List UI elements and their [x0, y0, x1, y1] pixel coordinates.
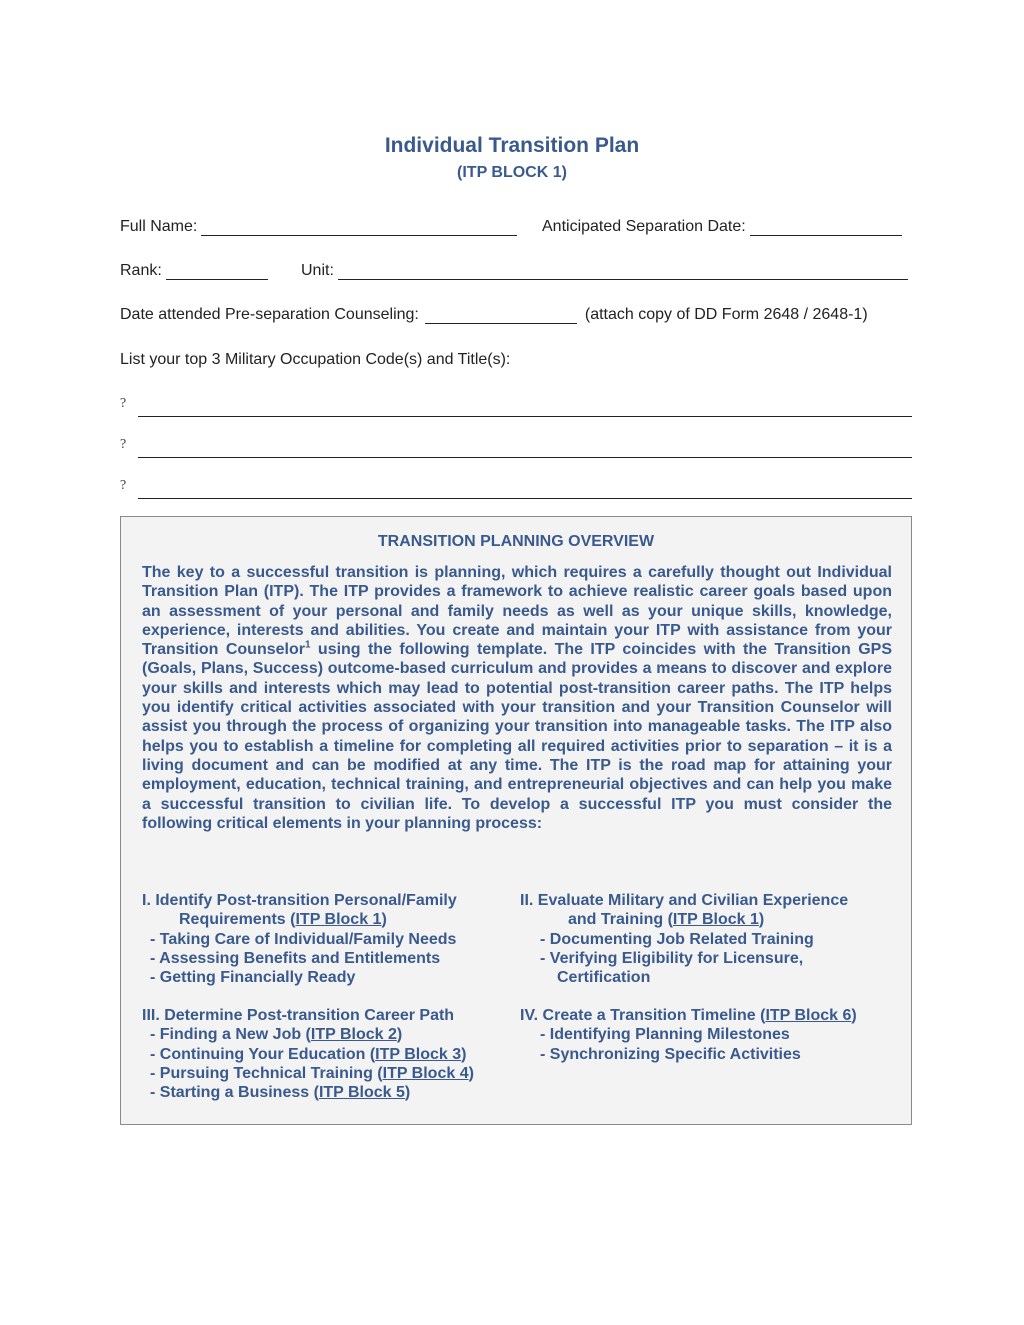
section-3-item-4-link[interactable]: ITP Block 5 [318, 1084, 405, 1102]
section-1 [142, 891, 457, 987]
section-3-item-1: - Finding a New Job (ITP Block 2) [150, 1026, 403, 1044]
section-3-item-1-text: - Finding a New Job [150, 1026, 302, 1044]
section-1-item-1: - Taking Care of Individual/Family Needs [150, 930, 457, 948]
moc-row [120, 351, 510, 369]
section-4-heading-text: IV. Create a Transition Timeline [520, 1007, 756, 1024]
section-3-item-2-text: - Continuing Your Education [150, 1045, 366, 1063]
section-3-item-4-text: - Starting a Business [150, 1084, 310, 1102]
unit-field[interactable] [338, 265, 908, 280]
counseling-note: (attach copy of DD Form 2648 / 2648-1) [584, 306, 868, 323]
section-1-block-link[interactable]: ITP Block 1 [295, 911, 382, 929]
section-3-item-4: - Starting a Business (ITP Block 5) [150, 1084, 411, 1102]
section-2-heading: II. Evaluate Military and Civilian Experience [520, 892, 849, 909]
section-3-item-3: - Pursuing Technical Training (ITP Block 4) [150, 1064, 474, 1082]
section-1-heading: I. Identify Post-transition Personal/Family [142, 892, 457, 909]
full-name-row [120, 218, 517, 236]
section-4-item-2: - Synchronizing Specific Activities [540, 1045, 801, 1063]
separation-date-row [542, 218, 902, 236]
page-title: Individual Transition Plan [384, 134, 640, 157]
section-2-heading-cont-text: and Training [568, 911, 664, 929]
moc-label: List your top 3 Military Occupation Code(s) and Title(s): [120, 351, 511, 368]
counseling-label: Date attended Pre-separation Counseling: [120, 306, 419, 323]
section-3-item-3-text: - Pursuing Technical Training [150, 1064, 373, 1082]
rank-label: Rank: [120, 262, 162, 279]
section-1-item-3: - Getting Financially Ready [150, 969, 356, 987]
counseling-row [120, 306, 868, 324]
section-3-item-3-link[interactable]: ITP Block 4 [382, 1064, 469, 1082]
moc-bullet-2: ? [120, 437, 127, 452]
moc-line-3[interactable] [138, 498, 912, 499]
moc-line-2[interactable] [138, 457, 912, 458]
full-name-label: Full Name: [120, 218, 198, 235]
moc-bullet-3: ? [120, 478, 127, 493]
section-1-item-2: - Assessing Benefits and Entitlements [150, 949, 441, 967]
section-2-block-link[interactable]: ITP Block 1 [672, 911, 759, 929]
section-2-item-2: - Verifying Eligibility for Licensure, [540, 949, 804, 967]
footnote-mark: 1 [304, 639, 311, 651]
section-4 [520, 1006, 857, 1064]
section-2-heading-cont: and Training (ITP Block 1) [568, 911, 765, 929]
section-1-heading-cont-text: Requirements [179, 911, 286, 929]
page-subtitle: (ITP BLOCK 1) [457, 164, 567, 181]
rank-field[interactable] [166, 265, 268, 280]
full-name-field[interactable] [201, 221, 517, 236]
section-1-heading-cont: Requirements (ITP Block 1) [179, 911, 387, 929]
overview-body-part1: The key to a successful transition is planning, which requires a carefully thought out Individual Transition Plan (ITP). The ITP provides a framework to achieve realistic career goals based upon an assessment of your personal and family needs as well as your unique skills, knowledge, experience, interests and abilities. You create and maintain your ITP with assistance from your Transition Counselor [142, 564, 892, 659]
separation-date-label: Anticipated Separation Date: [542, 218, 746, 235]
section-4-block-link[interactable]: ITP Block 6 [765, 1007, 852, 1024]
counseling-date-field[interactable] [425, 309, 577, 324]
overview-title: TRANSITION PLANNING OVERVIEW [377, 533, 655, 550]
section-4-item-1: - Identifying Planning Milestones [540, 1026, 790, 1044]
section-3-item-2-link[interactable]: ITP Block 3 [375, 1045, 462, 1063]
rank-row [120, 262, 268, 280]
moc-bullet-1: ? [120, 396, 127, 411]
unit-row [301, 262, 908, 280]
moc-line-1[interactable] [138, 416, 912, 417]
section-3 [142, 1006, 474, 1102]
overview-body [142, 563, 892, 833]
section-2 [520, 891, 848, 987]
section-2-item-1: - Documenting Job Related Training [540, 930, 814, 948]
section-3-heading: III. Determine Post-transition Career Path [142, 1007, 455, 1024]
unit-label: Unit: [301, 262, 334, 279]
overview-body-part2: using the following template. The ITP coincides with the Transition GPS (Goals, Plans, Success) outcome-based curriculum and provides a means to discover and explore your skills and interests which may lead to potential post-transition career paths. The ITP helps you identify critical activities associated with your transition and your Transition Counselor will assist you through the process of organizing your transition into manageable tasks. The ITP also helps you to establish a timeline for completing all required activities prior to separation – it is a living document and can be modified at any time. The ITP is the road map for attaining your employment, education, technical training, and entrepreneurial objectives and can help you make a successful transition to civilian life. To develop a successful ITP you must consider the following critical elements in your planning process: [142, 641, 893, 832]
section-4-heading: IV. Create a Transition Timeline (ITP Block 6) [520, 1007, 857, 1024]
section-3-item-1-link[interactable]: ITP Block 2 [310, 1026, 397, 1044]
section-3-item-2: - Continuing Your Education (ITP Block 3) [150, 1045, 467, 1063]
section-2-item-2-cont: Certification [557, 969, 651, 987]
overview-panel [120, 516, 912, 1125]
separation-date-field[interactable] [750, 221, 902, 236]
